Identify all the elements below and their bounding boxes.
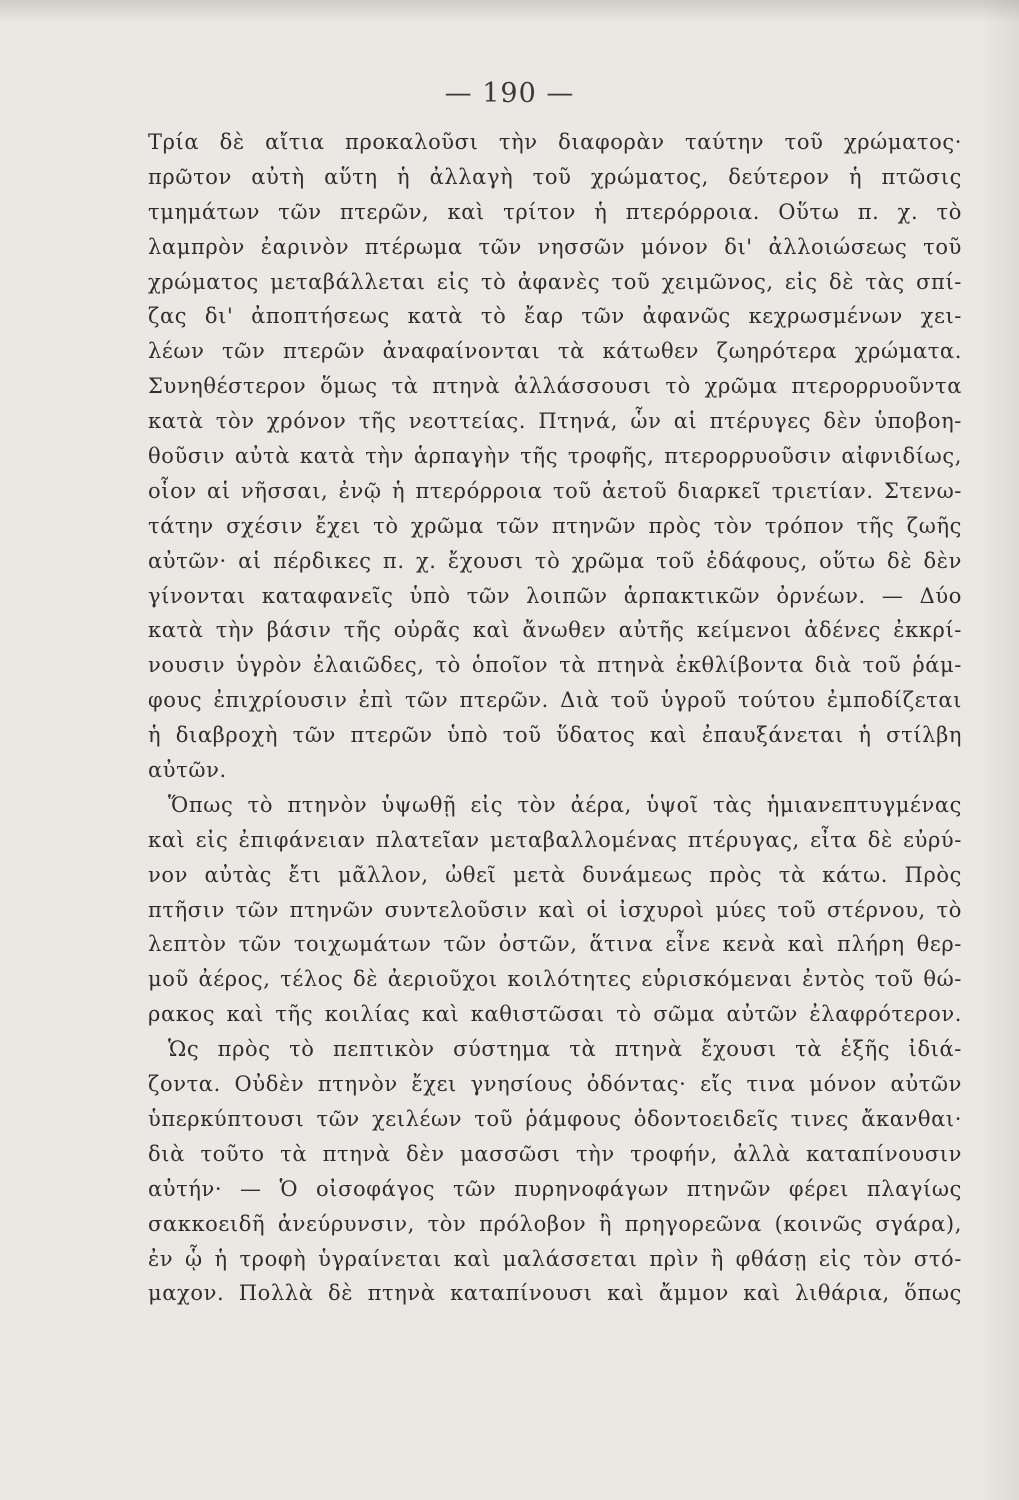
text-line: τμημάτων τῶν πτερῶν, καὶ τρίτον ἡ πτερόρροια. Οὕτω π. χ. τὸ	[148, 199, 962, 224]
text-line: σακκοειδῆ ἀνεύρυνσιν, τὸν πρόλοβον ἢ πρηγορεῶνα (κοινῶς σγάρα),	[148, 1211, 962, 1236]
text-line: αὐτῶν· αἱ πέρδικες π. χ. ἔχουσι τὸ χρῶμα τοῦ ἐδάφους, οὕτω δὲ δὲν	[148, 548, 962, 573]
text-line: ἐν ᾧ ἡ τροφὴ ὑγραίνεται καὶ μαλάσσεται πρὶν ἢ φθάσῃ εἰς τὸν στό-	[148, 1246, 962, 1271]
text-line: ρακος καὶ τῆς κοιλίας καὶ καθιστῶσαι τὸ σῶμα αὐτῶν ἐλαφρότερον.	[148, 1002, 962, 1027]
text-line: Ὡς πρὸς τὸ πεπτικὸν σύστημα τὰ πτηνὰ ἔχουσι τὰ ἑξῆς ἰδιά-	[168, 1037, 962, 1062]
text-line: Ὅπως τὸ πτηνὸν ὑψωθῇ εἰς τὸν ἀέρα, ὑψοῖ τὰς ἡμιανεπτυγμένας	[168, 792, 962, 817]
text-line: λεπτὸν τῶν τοιχωμάτων τῶν ὀστῶν, ἅτινα εἶνε κενὰ καὶ πλήρη θερ-	[148, 932, 962, 957]
page-right-shadow	[979, 0, 1019, 1500]
text-line: Συνηθέστερον ὅμως τὰ πτηνὰ ἀλλάσσουσι τὸ χρῶμα πτερορρυοῦντα	[148, 374, 962, 399]
text-line: οἷον αἱ νῆσσαι, ἐνῷ ἡ πτερόρροια τοῦ ἀετοῦ διαρκεῖ τριετίαν. Στενω-	[148, 478, 962, 503]
text-line: θοῦσιν αὐτὰ κατὰ τὴν ἁρπαγὴν τῆς τροφῆς, πτερορρυοῦσιν αἰφνιδίως,	[148, 444, 962, 469]
text-line: μαχον. Πολλὰ δὲ πτηνὰ καταπίνουσι καὶ ἄμμον καὶ λιθάρια, ὅπως	[148, 1281, 962, 1306]
text-line: φους ἐπιχρίουσιν ἐπὶ τῶν πτερῶν. Διὰ τοῦ ὑγροῦ τούτου ἐμποδίζεται	[148, 688, 962, 713]
text-line: διὰ τοῦτο τὰ πτηνὰ δὲν μασσῶσι τὴν τροφήν, ἀλλὰ καταπίνουσιν	[148, 1141, 962, 1166]
text-line: γίνονται καταφανεῖς ὑπὸ τῶν λοιπῶν ἁρπακτικῶν ὀρνέων. — Δύο	[148, 583, 962, 608]
body-text	[148, 125, 962, 1311]
text-line: νουσιν ὑγρὸν ἐλαιῶδες, τὸ ὁποῖον τὰ πτηνὰ ἐκθλίβοντα διὰ τοῦ ῥάμ-	[148, 653, 962, 678]
text-line: κατὰ τὴν βάσιν τῆς οὐρᾶς καὶ ἄνωθεν αὐτῆς κείμενοι ἀδένες ἐκκρί-	[148, 618, 962, 643]
text-line: χρώματος μεταβάλλεται εἰς τὸ ἀφανὲς τοῦ χειμῶνος, εἰς δὲ τὰς σπί-	[148, 269, 962, 294]
text-line: πρῶτον αὐτὴ αὕτη ἡ ἀλλαγὴ τοῦ χρώματος, δεύτερον ἡ πτῶσις	[148, 164, 962, 189]
text-line: λέων τῶν πτερῶν ἀναφαίνονται τὰ κάτωθεν ζωηρότερα χρώματα.	[148, 339, 962, 364]
text-line: καὶ εἰς ἐπιφάνειαν πλατεῖαν μεταβαλλομένας πτέρυγας, εἶτα δὲ εὐρύ-	[148, 827, 962, 852]
text-line: τάτην σχέσιν ἔχει τὸ χρῶμα τῶν πτηνῶν πρὸς τὸν τρόπον τῆς ζωῆς	[148, 513, 962, 538]
page-number: — 190 —	[444, 78, 575, 109]
text-line: ζας δι' ἀποπτήσεως κατὰ τὸ ἔαρ τῶν ἀφανῶς κεχρωσμένων χει-	[148, 304, 962, 329]
text-line: αὐτῶν.	[148, 758, 227, 783]
text-line: Τρία δὲ αἴτια προκαλοῦσι τὴν διαφορὰν ταύτην τοῦ χρώματος·	[148, 130, 962, 154]
text-line: λαμπρὸν ἐαρινὸν πτέρωμα τῶν νησσῶν μόνον δι' ἀλλοιώσεως τοῦ	[148, 234, 962, 259]
text-line: ἡ διαβροχὴ τῶν πτερῶν ὑπὸ τοῦ ὕδατος καὶ ἐπαυξάνεται ἡ στίλβη	[148, 723, 962, 748]
text-line: ὑπερκύπτουσι τῶν χειλέων τοῦ ῥάμφους ὀδοντοειδεῖς τινες ἄκανθαι·	[148, 1106, 962, 1131]
text-line: μοῦ ἀέρος, τέλος δὲ ἀεριοῦχοι κοιλότητες εὑρισκόμεναι ἐντὸς τοῦ θώ-	[148, 967, 962, 992]
text-line: αὐτήν· — Ὁ οἰσοφάγος τῶν πυρηνοφάγων πτηνῶν φέρει πλαγίως	[148, 1176, 962, 1201]
page-top-edge	[0, 0, 1019, 22]
text-line: κατὰ τὸν χρόνον τῆς νεοττείας. Πτηνά, ὧν αἱ πτέρυγες δὲν ὑποβοη-	[148, 409, 962, 434]
text-line: νον αὐτὰς ἔτι μᾶλλον, ὠθεῖ μετὰ δυνάμεως πρὸς τὰ κάτω. Πρὸς	[148, 862, 962, 887]
text-line: ζοντα. Οὐδὲν πτηνὸν ἔχει γνησίους ὀδόντας· εἴς τινα μόνον αὐτῶν	[148, 1072, 962, 1097]
text-line: πτῆσιν τῶν πτηνῶν συντελοῦσιν καὶ οἱ ἰσχυροὶ μύες τοῦ στέρνου, τὸ	[148, 897, 962, 922]
